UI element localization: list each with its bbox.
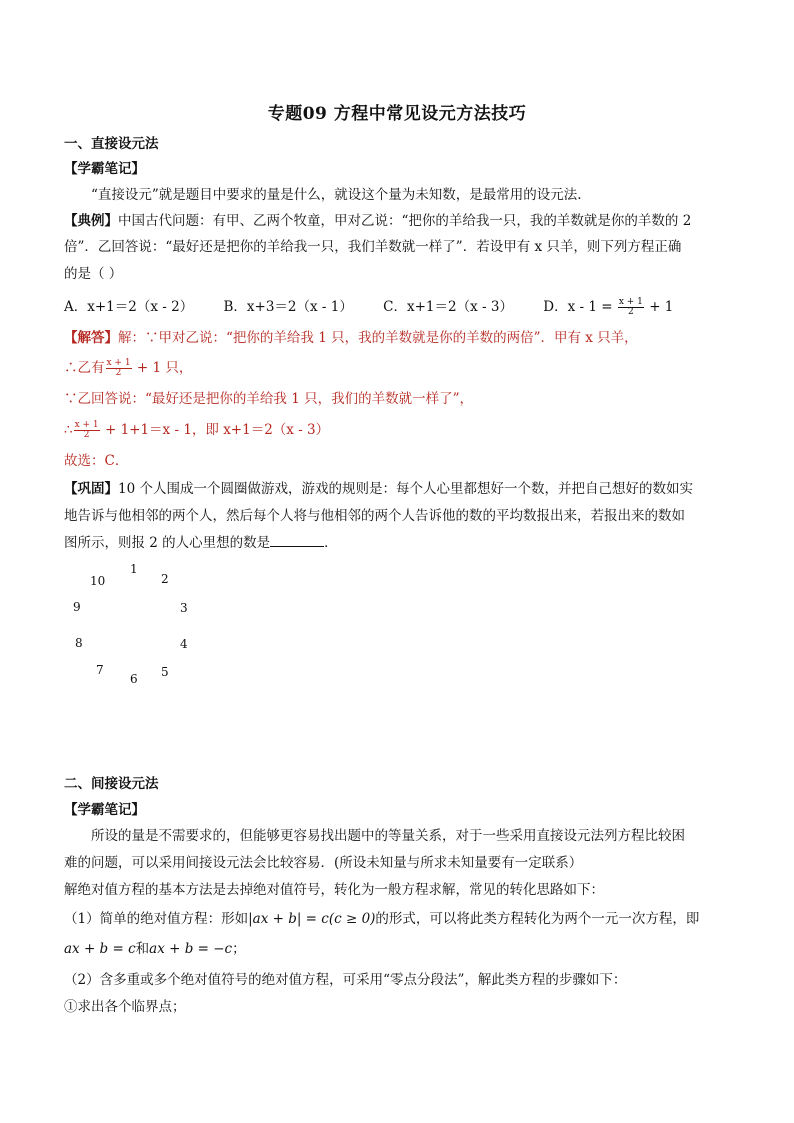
circle-number-6: 6 [130, 672, 138, 686]
section2-item1-line1: （1）简单的绝对值方程：形如|ax + b| = c(c ≥ 0)的形式，可以将此类方程转化为两个一元一次方程，即 [64, 911, 700, 927]
answer-fraction-2: $\frac{x + 1}{2}$ [74, 420, 99, 440]
options-row [64, 297, 734, 317]
circle-number-2: 2 [161, 572, 169, 586]
example-line2: 倍”．乙回答说：“最好还是把你的羊给我一只，我们羊数就一样了”．若设甲有 x 只羊，则下列方程正确 [64, 239, 682, 255]
section2-step1: ①求出各个临界点； [64, 999, 186, 1015]
option-d: D．x - 1 = $\frac{x + 1}{2}$ + 1 [543, 297, 674, 317]
example-line3: 的是（ ） [64, 266, 123, 282]
section2-note-tag: 【学霸笔记】 [64, 802, 145, 818]
section1-note-tag: 【学霸笔记】 [64, 161, 145, 177]
answer-line1: 【解答】解：∵甲对乙说：“把你的羊给我 1 只，我的羊数就是你的羊数的两倍”．甲有 x 只羊， [64, 330, 638, 346]
section1-heading: 一、直接设元法 [64, 136, 159, 152]
example-line1 [64, 211, 734, 231]
circle-number-7: 7 [96, 663, 104, 677]
consolidate-line2: 地告诉与他相邻的两个人，然后每个人将与他相邻的两个人告诉他的数的平均数报出来，若报出来的数如 [64, 508, 685, 524]
answer-line4: ∴ $\frac{x + 1}{2}$ + 1+1＝x - 1，即 x+1＝2（x - 3） [64, 420, 330, 440]
circle-number-9: 9 [73, 600, 81, 614]
section2-para2: 解绝对值方程的基本方法是去掉绝对值符号，转化为一般方程求解，常见的转化思路如下： [64, 882, 604, 898]
example-text-1: 中国古代问题：有甲、乙两个牧童，甲对乙说：“把你的羊给我一只，我的羊数就是你的羊数的 2 [118, 213, 692, 229]
option-b: B．x+3＝2（x - 1） [223, 299, 353, 315]
page-title: 专题09 方程中常见设元方法技巧 [267, 104, 527, 124]
option-a: A．x+1＝2（x - 2） [64, 299, 194, 315]
section2-item2: （2）含多重或多个绝对值符号的绝对值方程，可采用“零点分段法”，解此类方程的步骤如下： [64, 972, 627, 988]
circle-number-5: 5 [161, 665, 169, 679]
section2-para1-line2: 难的问题，可以采用间接设元法会比较容易．(所设未知量与所求未知量要有一定联系） [64, 855, 583, 871]
section2-heading: 二、间接设元法 [64, 776, 159, 792]
option-c: C．x+1＝2（x - 3） [383, 299, 513, 315]
section2-item1-line2: ax + b = c和ax + b = −c； [64, 941, 246, 957]
section1-note-text: “直接设元”就是题目中要求的量是什么，就设这个量为未知数，是最常用的设元法. [91, 187, 582, 203]
answer-blank [270, 534, 324, 547]
option-d-fraction: $\frac{x + 1}{2}$ [618, 297, 643, 317]
section2-para1-line1: 所设的量是不需要求的，但能够更容易找出题中的等量关系，对于一些采用直接设元法列方程比较困 [91, 828, 685, 844]
circle-number-3: 3 [180, 601, 188, 615]
consolidate-tag: 【巩固】 [64, 481, 118, 497]
consolidate-line3: 图所示，则报 2 的人心里想的数是 ． [64, 535, 338, 551]
answer-tag: 【解答】 [64, 330, 118, 346]
answer-line3: ∵乙回答说：“最好还是把你的羊给我 1 只，我们的羊数就一样了”， [64, 391, 473, 407]
answer-line2: ∴乙有 $\frac{x + 1}{2}$ + 1 只， [64, 358, 193, 378]
item1-formula: |ax + b| = c(c ≥ 0) [248, 911, 376, 927]
circle-number-4: 4 [180, 637, 188, 651]
answer-fraction-1: $\frac{x + 1}{2}$ [106, 358, 131, 378]
consolidate-line1: 【巩固】10 个人围成一个圆圈做游戏，游戏的规则是：每个人心里都想好一个数，并把自己想好的数如实 [64, 481, 693, 497]
example-tag: 【典例】 [64, 213, 118, 229]
answer-line5: 故选：C． [64, 453, 129, 469]
circle-number-10: 10 [90, 574, 106, 588]
circle-number-1: 1 [130, 562, 138, 576]
circle-number-8: 8 [75, 636, 83, 650]
